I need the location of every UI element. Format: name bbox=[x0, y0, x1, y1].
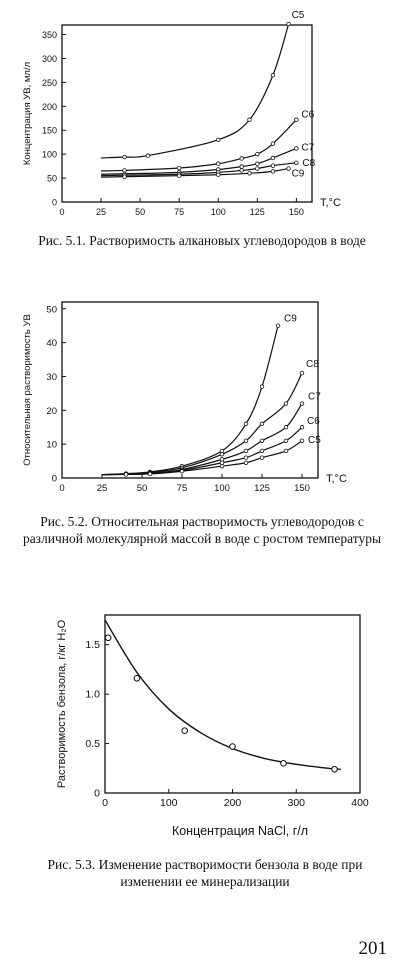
y-tick-label: 20 bbox=[46, 405, 57, 417]
data-point bbox=[244, 422, 248, 426]
x-tick-label: 100 bbox=[210, 207, 226, 217]
x-tick-label: 25 bbox=[96, 207, 107, 217]
data-point bbox=[220, 464, 224, 468]
chart-benzene-solubility bbox=[56, 615, 369, 838]
data-point bbox=[220, 453, 224, 457]
data-point bbox=[105, 635, 111, 641]
y-axis-label: Концентрация УВ, мл/л bbox=[22, 61, 33, 166]
y-tick-label: 50 bbox=[46, 304, 57, 316]
data-point bbox=[244, 456, 248, 460]
x-tick-label: 150 bbox=[288, 207, 304, 217]
x-tick-label: 50 bbox=[136, 483, 148, 494]
y-tick-label: 1.5 bbox=[85, 639, 100, 652]
x-axis-label: T,°C bbox=[326, 473, 347, 485]
data-point bbox=[271, 142, 275, 146]
series-line-benzene bbox=[105, 620, 341, 769]
data-point bbox=[216, 162, 220, 166]
series-line-c6 bbox=[102, 427, 302, 474]
data-point bbox=[182, 728, 188, 734]
data-point bbox=[300, 371, 304, 375]
data-point bbox=[300, 425, 304, 429]
data-point bbox=[180, 469, 184, 473]
data-point bbox=[295, 161, 299, 165]
series-label-c6: C6 bbox=[307, 416, 320, 428]
x-tick-label: 75 bbox=[176, 483, 188, 494]
data-point bbox=[146, 154, 150, 158]
data-point bbox=[271, 164, 275, 168]
x-tick-label: 0 bbox=[102, 797, 108, 809]
series-line-c9 bbox=[102, 326, 278, 475]
data-point bbox=[287, 167, 291, 171]
data-point bbox=[260, 385, 264, 389]
data-point bbox=[240, 157, 244, 161]
x-tick-label: 100 bbox=[214, 483, 230, 494]
x-tick-label: 0 bbox=[59, 483, 65, 494]
series-label-c8: C8 bbox=[306, 359, 319, 371]
data-point bbox=[177, 166, 181, 170]
y-axis-label: Относительная растворимость УВ bbox=[22, 314, 33, 466]
data-point bbox=[240, 165, 244, 169]
page-number: 201 bbox=[358, 938, 387, 959]
y-tick-label: 300 bbox=[41, 53, 57, 64]
data-point bbox=[271, 156, 275, 160]
data-point bbox=[256, 152, 260, 156]
data-point bbox=[284, 402, 288, 406]
y-axis-label: Растворимость бензола, г/кг H₂O bbox=[56, 619, 68, 789]
series-label-c9: C9 bbox=[291, 168, 305, 180]
data-point bbox=[300, 402, 304, 406]
data-point bbox=[260, 449, 264, 453]
series-label-c7: C7 bbox=[308, 391, 321, 403]
y-tick-label: 50 bbox=[46, 173, 57, 184]
x-tick-label: 100 bbox=[159, 797, 178, 809]
data-point bbox=[256, 167, 260, 171]
data-point bbox=[271, 73, 275, 77]
plot-frame bbox=[62, 302, 318, 478]
data-point bbox=[230, 744, 236, 750]
x-tick-label: 50 bbox=[135, 207, 146, 217]
data-point bbox=[295, 147, 299, 151]
x-tick-label: 400 bbox=[351, 797, 369, 809]
x-tick-label: 125 bbox=[249, 207, 265, 217]
data-point bbox=[260, 422, 264, 426]
chart-relative-solubility bbox=[22, 302, 347, 494]
chart-solubility-alkanes bbox=[22, 10, 341, 217]
data-point bbox=[244, 449, 248, 453]
data-point bbox=[124, 473, 128, 477]
y-tick-label: 150 bbox=[41, 125, 57, 136]
series-line-c7 bbox=[102, 404, 302, 475]
x-tick-label: 0 bbox=[59, 207, 65, 217]
x-tick-label: 300 bbox=[287, 797, 306, 809]
y-tick-label: 1.0 bbox=[85, 688, 100, 701]
y-tick-label: 200 bbox=[41, 101, 57, 112]
series-label-c8: C8 bbox=[302, 157, 316, 169]
y-tick-label: 0 bbox=[51, 197, 57, 208]
data-point bbox=[281, 761, 287, 767]
y-tick-label: 40 bbox=[46, 338, 57, 350]
data-point bbox=[244, 439, 248, 443]
x-tick-label: 75 bbox=[174, 207, 185, 217]
data-point bbox=[248, 171, 252, 175]
x-tick-label: 25 bbox=[96, 483, 108, 494]
data-point bbox=[271, 170, 275, 174]
data-point bbox=[260, 456, 264, 460]
data-point bbox=[240, 169, 244, 173]
y-tick-label: 10 bbox=[46, 439, 57, 451]
data-point bbox=[248, 118, 252, 122]
caption-figure-5-1: Рис. 5.1. Растворимость алкановых углеводородов в воде bbox=[38, 233, 366, 248]
series-line-c5 bbox=[101, 24, 289, 158]
series-label-c9: C9 bbox=[284, 313, 297, 325]
x-tick-label: 150 bbox=[294, 483, 310, 494]
y-tick-label: 0 bbox=[51, 473, 57, 485]
data-point bbox=[284, 449, 288, 453]
data-point bbox=[295, 118, 299, 122]
data-point bbox=[216, 138, 220, 142]
y-tick-label: 250 bbox=[41, 77, 57, 88]
y-tick-label: 0.5 bbox=[85, 738, 100, 751]
data-point bbox=[244, 461, 248, 465]
data-point bbox=[123, 155, 127, 159]
series-line-c5 bbox=[102, 441, 302, 475]
data-point bbox=[284, 439, 288, 443]
x-axis-label: T,°C bbox=[320, 197, 341, 209]
y-tick-label: 30 bbox=[46, 371, 57, 383]
x-tick-label: 125 bbox=[254, 483, 270, 494]
series-label-c5: C5 bbox=[291, 10, 305, 22]
x-tick-label: 200 bbox=[223, 797, 242, 809]
caption-figure-5-3: Рис. 5.3. Изменение растворимости бензола в воде при изменении ее минерализации bbox=[47, 857, 363, 889]
data-point bbox=[216, 173, 220, 177]
series-label-c7: C7 bbox=[301, 142, 315, 154]
data-point bbox=[148, 472, 152, 476]
series-label-c6: C6 bbox=[301, 109, 315, 121]
y-tick-label: 0 bbox=[94, 787, 100, 800]
data-point bbox=[300, 439, 304, 443]
data-point bbox=[256, 162, 260, 166]
x-axis-label: Концентрация NaCl, г/л bbox=[171, 824, 309, 838]
data-point bbox=[287, 22, 291, 26]
data-point bbox=[276, 324, 280, 328]
series-label-c5: C5 bbox=[308, 434, 321, 446]
plot-frame bbox=[105, 615, 360, 793]
data-point bbox=[260, 439, 264, 443]
caption-figure-5-2: Рис. 5.2. Относительная растворимость углеводородов с различной молекулярной массой в воде с ростом температуры bbox=[22, 514, 382, 546]
y-tick-label: 100 bbox=[41, 149, 57, 160]
data-point bbox=[177, 174, 181, 178]
data-point bbox=[284, 425, 288, 429]
data-point bbox=[332, 766, 338, 772]
data-point bbox=[123, 175, 127, 179]
y-tick-label: 350 bbox=[41, 30, 57, 41]
data-point bbox=[134, 675, 140, 681]
